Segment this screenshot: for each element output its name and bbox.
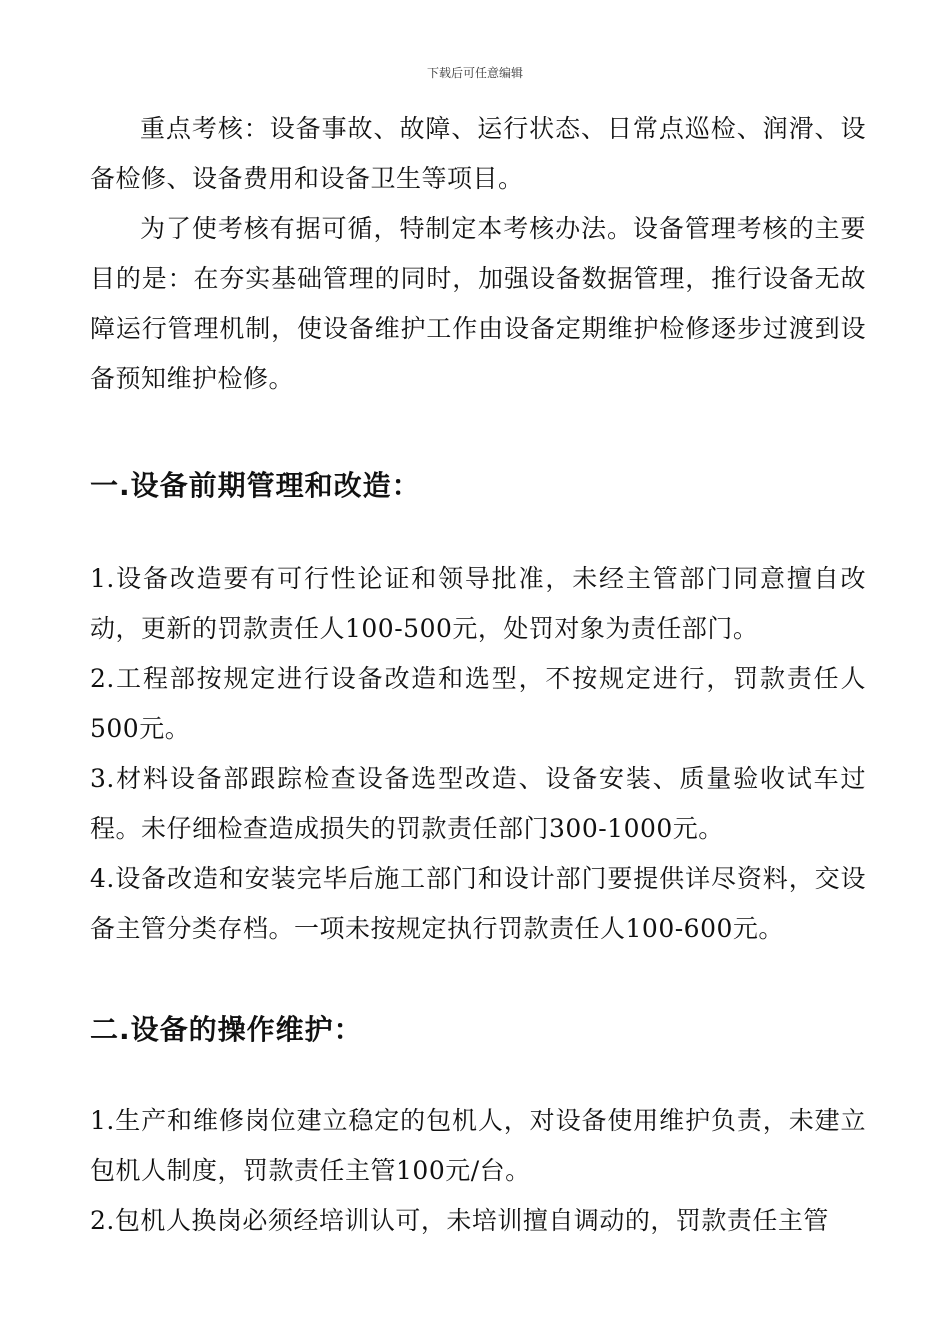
list-item: 2.工程部按规定进行设备改造和选型，不按规定进行，罚款责任人500元。 [90,664,866,743]
header-note: 下载后可任意编辑 [426,66,523,80]
document-body [90,104,866,1246]
list-item: 4.设备改造和安装完毕后施工部门和设计部门要提供详尽资料，交设备主管分类存档。一项未按规定执行罚款责任人100-600元。 [90,864,866,943]
list-item: 1.设备改造要有可行性论证和领导批准，未经主管部门同意擅自改动，更新的罚款责任人100-500元，处罚对象为责任部门。 [90,564,866,643]
section-2-heading: 二.设备的操作维护： [90,1013,363,1046]
intro-paragraph-2: 为了使考核有据可循，特制定本考核办法。设备管理考核的主要目的是：在夯实基础管理的同时，加强设备数据管理，推行设备无故障运行管理机制，使设备维护工作由设备定期维护检修逐步过渡到设备预知维护检修。 [90,214,866,393]
intro-paragraph-1: 重点考核：设备事故、故障、运行状态、日常点巡检、润滑、设备检修、设备费用和设备卫生等项目。 [90,114,866,193]
section-1-list [90,554,866,954]
list-item: 1.生产和维修岗位建立稳定的包机人，对设备使用维护负责，未建立包机人制度，罚款责任主管100元/台。 [90,1106,866,1185]
section-1-heading: 一.设备前期管理和改造： [90,469,421,502]
section-2-list [90,1096,866,1246]
list-item: 3.材料设备部跟踪检查设备选型改造、设备安装、质量验收试车过程。未仔细检查造成损失的罚款责任部门300-1000元。 [90,764,866,843]
list-item: 2.包机人换岗必须经培训认可，未培训擅自调动的，罚款责任主管 [90,1206,829,1235]
